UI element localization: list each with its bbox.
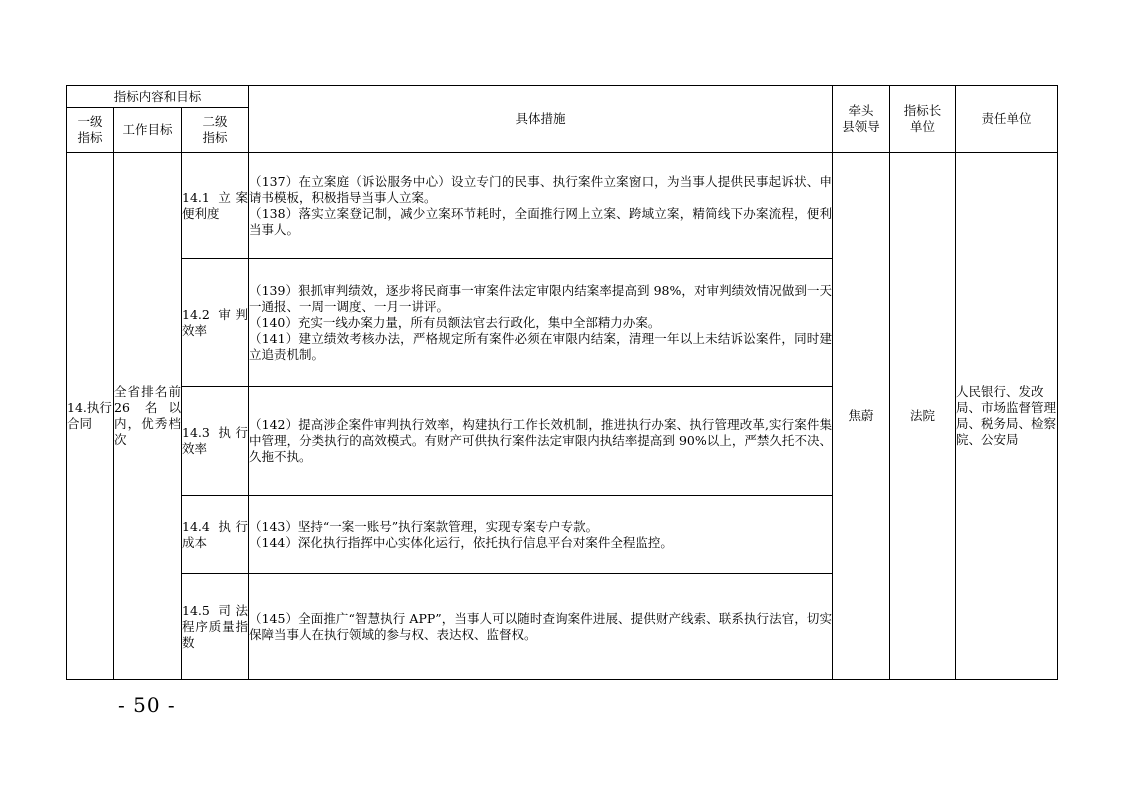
table-row xyxy=(67,153,1058,259)
header-level1-indicator: 一级 指标 xyxy=(67,108,114,153)
level2-indicator: 14.5 司法程序质量指数 xyxy=(182,574,249,680)
level1-indicator: 14.执行合同 xyxy=(67,153,114,680)
responsible-units: 人民银行、发改局、市场监督管理局、税务局、检察院、公安局 xyxy=(956,153,1058,680)
indicator-table xyxy=(66,85,1058,680)
header-responsible-units: 责任单位 xyxy=(956,86,1058,153)
measure-item: （141）建立绩效考核办法，严格规定所有案件必须在审限内结案，清理一年以上未结诉讼案件，同时建立追责机制。 xyxy=(249,330,833,362)
header-level2-indicator: 二级 指标 xyxy=(182,108,249,153)
lead-leader: 焦蔚 xyxy=(833,153,890,680)
level2-indicator: 14.2 审判效率 xyxy=(182,259,249,387)
measure-item: （140）充实一线办案力量，所有员额法官去行政化，集中全部精力办案。 xyxy=(249,314,661,330)
measure-item: （138）落实立案登记制，减少立案环节耗时，全面推行网上立案、跨域立案，精简线下办案流程，便利当事人。 xyxy=(249,205,833,237)
measure-item: （145）全面推广“智慧执行 APP”，当事人可以随时查询案件进展、提供财产线索、联系执行法官，切实保障当事人在执行领域的参与权、表达权、监督权。 xyxy=(249,610,833,642)
measure-item: （139）狠抓审判绩效，逐步将民商事一审案件法定审限内结案率提高到 98%，对审判绩效情况做到一天一通报、一周一调度、一月一讲评。 xyxy=(249,282,833,314)
header-head-unit: 指标长 单位 xyxy=(890,86,956,153)
work-goal: 全省排名前 26 名以内，优秀档次 xyxy=(114,153,182,680)
head-unit: 法院 xyxy=(890,153,956,680)
measure-item: （137）在立案庭（诉讼服务中心）设立专门的民事、执行案件立案窗口，为当事人提供民事起诉状、申请书模板，积极指导当事人立案。 xyxy=(249,173,833,205)
header-work-goal: 工作目标 xyxy=(114,108,182,153)
measure-item: （142）提高涉企案件审判执行效率，构建执行工作长效机制，推进执行办案、执行管理改革,实行案件集中管理，分类执行的高效模式。有财产可供执行案件法定审限内执结率提高到 90%以上，严禁久托不决、久拖不执。 xyxy=(249,417,833,464)
measures-cell xyxy=(249,259,833,387)
measure-item: （144）深化执行指挥中心实体化运行，依托执行信息平台对案件全程监控。 xyxy=(249,534,673,550)
header-lead-leader: 牵头 县领导 xyxy=(833,86,890,153)
level2-indicator: 14.3 执行效率 xyxy=(182,387,249,496)
measures-cell xyxy=(249,387,833,496)
header-indicator-group: 指标内容和目标 xyxy=(67,86,249,108)
level2-indicator: 14.1 立案便利度 xyxy=(182,153,249,259)
measures-cell xyxy=(249,496,833,574)
level2-indicator: 14.4 执行成本 xyxy=(182,496,249,574)
page-number: - 50 - xyxy=(118,693,176,717)
header-measures: 具体措施 xyxy=(249,86,833,153)
measures-cell xyxy=(249,574,833,680)
measure-item: （143）坚持“一案一账号”执行案款管理，实现专案专户专款。 xyxy=(249,518,599,534)
measures-cell xyxy=(249,153,833,259)
